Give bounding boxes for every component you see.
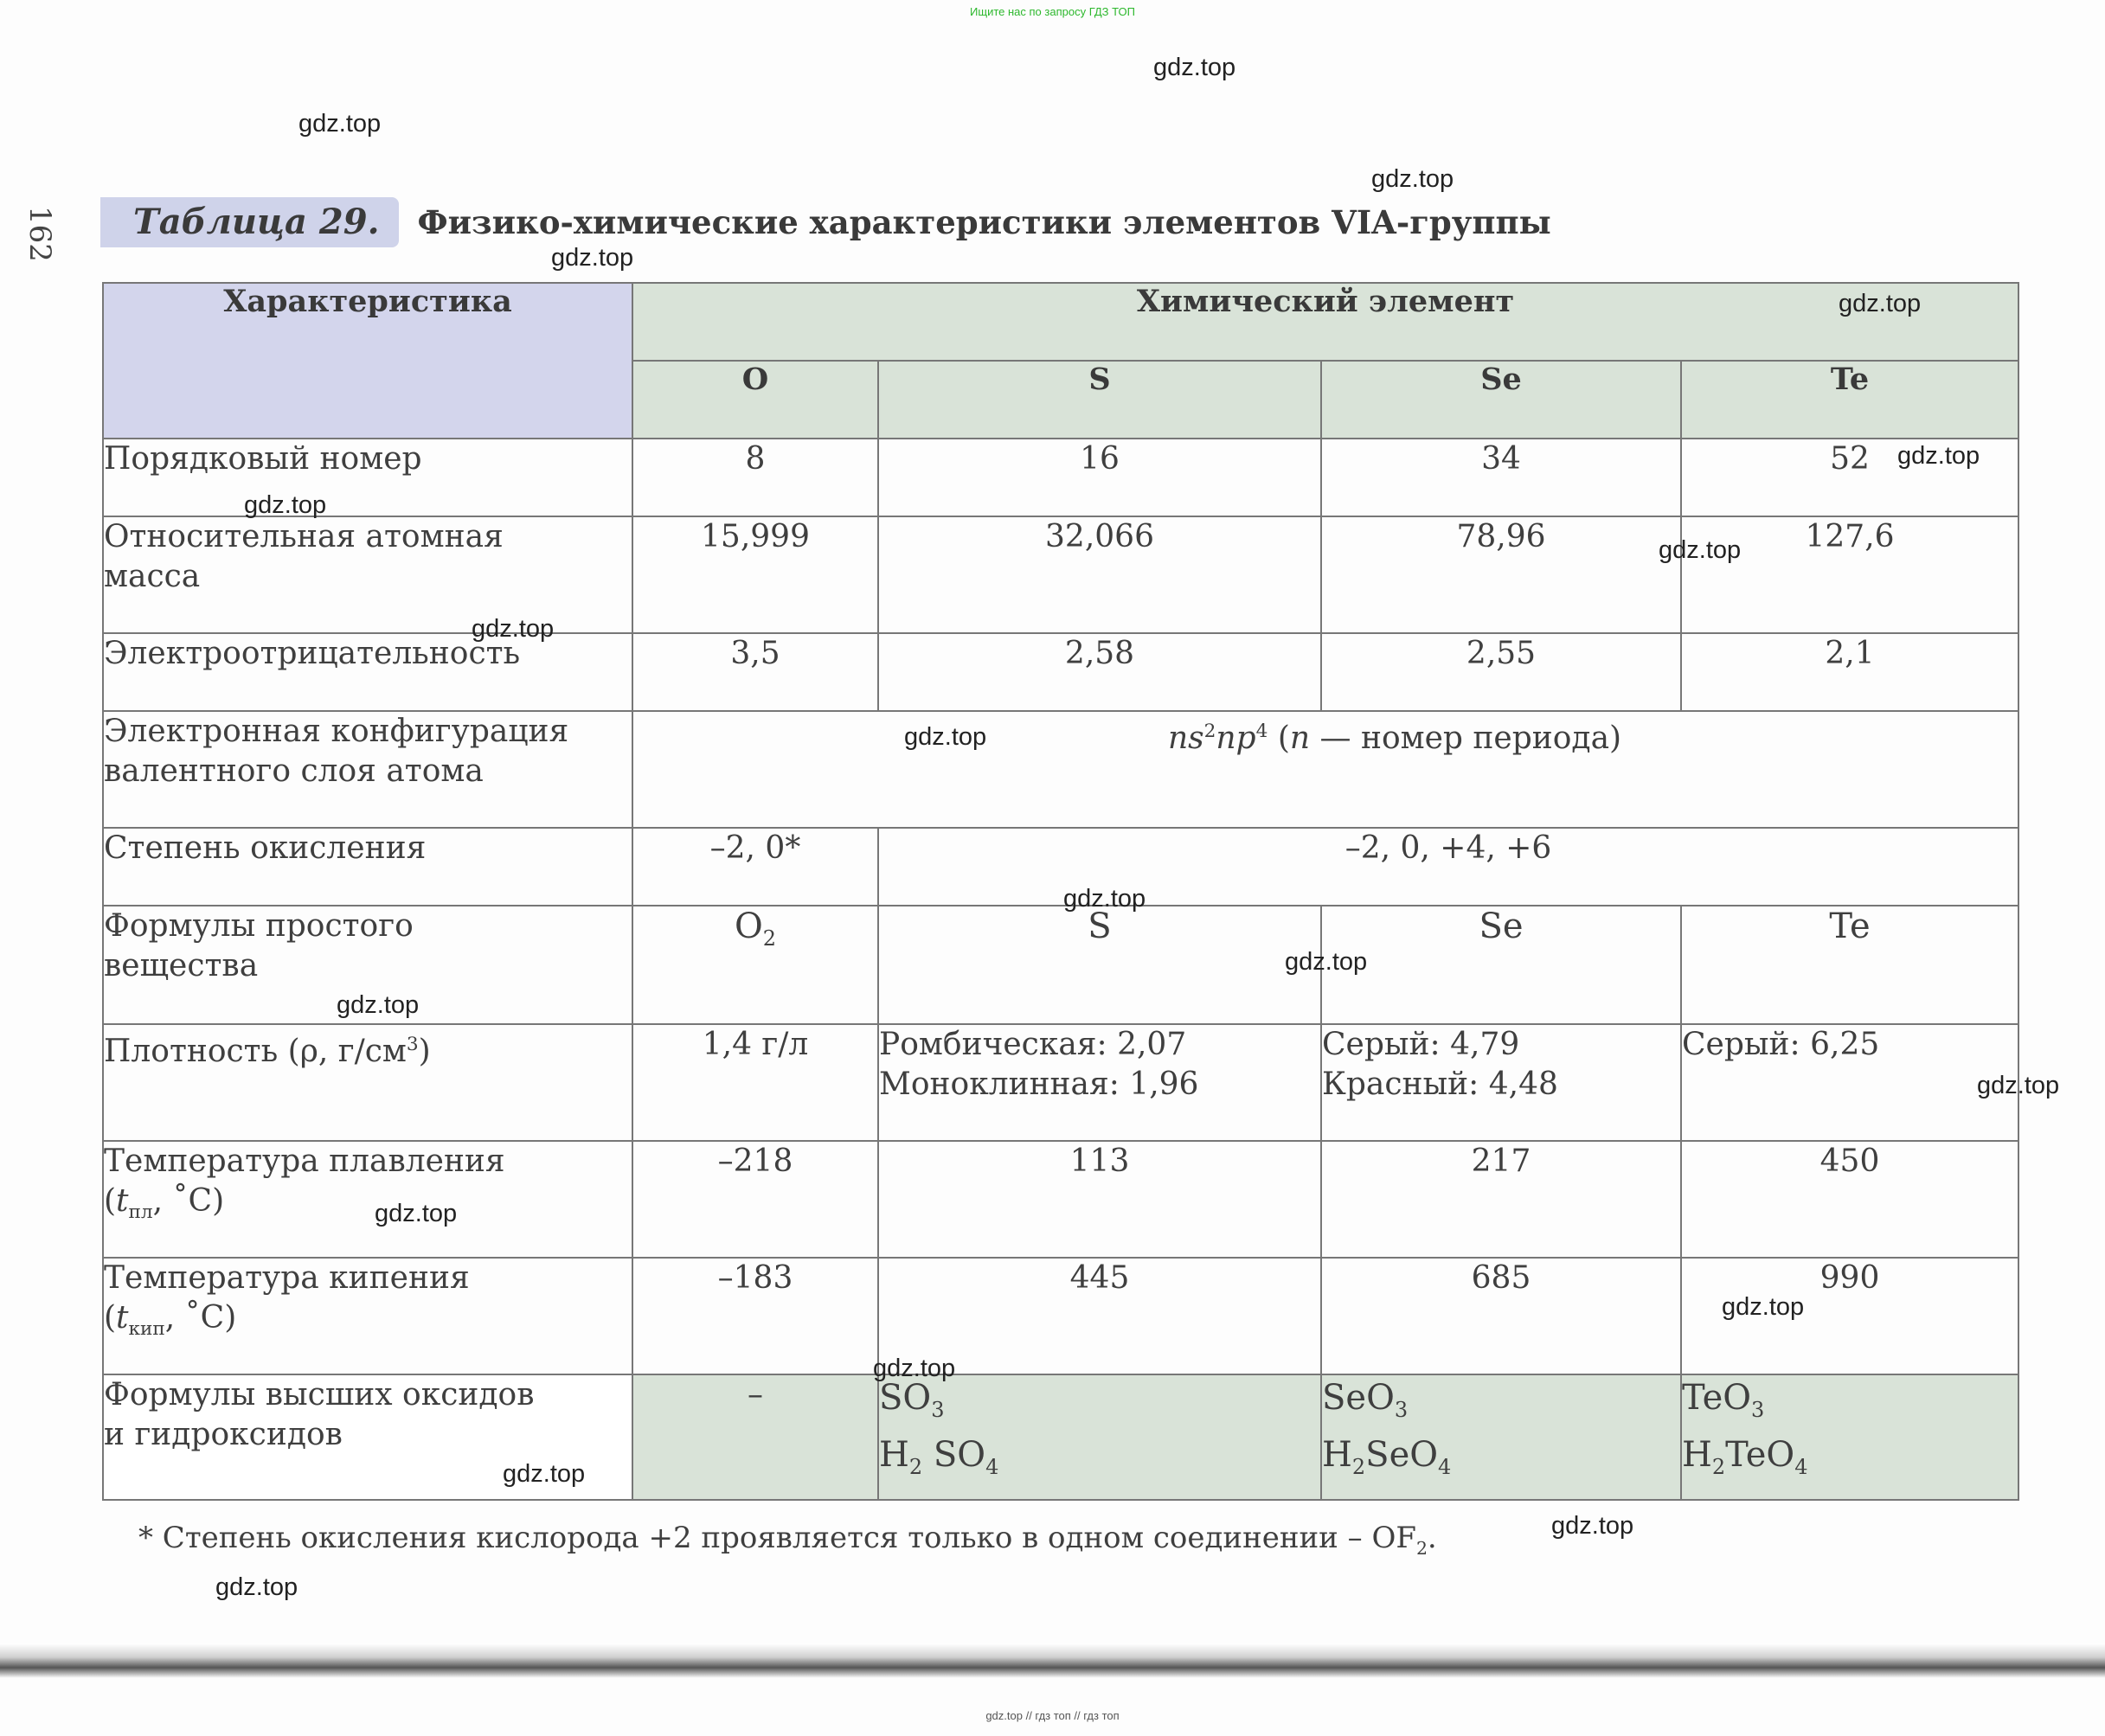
label-ordinal: Порядковый номер — [103, 439, 632, 516]
watermark: gdz.top — [873, 1355, 956, 1382]
label-config-line2: валентного слоя атома — [104, 753, 484, 789]
ordinal-se: 34 — [1321, 439, 1681, 516]
watermark: gdz.top — [1551, 1512, 1634, 1540]
watermark: gdz.top — [1371, 165, 1454, 193]
oxides-se-acid — [1322, 1432, 1680, 1489]
header-element-se: Se — [1321, 361, 1681, 439]
te-oxide-base: TeO — [1682, 1378, 1752, 1418]
row-density — [103, 1024, 2018, 1141]
watermark: gdz.top — [1977, 1072, 2060, 1099]
melting-te: 450 — [1681, 1141, 2018, 1258]
density-s-rhombic: Ромбическая: 2,07 — [879, 1027, 1187, 1062]
row-oxides — [103, 1374, 2018, 1500]
watermark: gdz.top — [1659, 536, 1742, 564]
ordinal-te: 52 — [1681, 439, 2018, 516]
formula-o — [632, 906, 878, 1024]
mass-o: 15,999 — [632, 516, 878, 633]
watermark: gdz.top — [215, 1573, 298, 1601]
label-configuration — [103, 711, 632, 828]
label-density — [103, 1024, 632, 1141]
label-config-line1: Электронная конфигурация — [104, 714, 569, 749]
label-mass-line2: масса — [104, 559, 201, 594]
table-number: Таблица 29. — [100, 197, 399, 247]
s-oxide-base: SO — [879, 1378, 932, 1418]
label-density-end: ) — [418, 1034, 431, 1069]
watermark: gdz.top — [503, 1460, 586, 1488]
mass-te: 127,6 — [1681, 516, 2018, 633]
electroneg-te: 2,1 — [1681, 633, 2018, 711]
se-oxide-sub: 3 — [1394, 1398, 1409, 1422]
label-density-sup: 3 — [406, 1034, 419, 1055]
se-acid-sub: 4 — [1438, 1455, 1452, 1479]
watermark: gdz.top — [1722, 1293, 1805, 1321]
oxides-s-acid — [879, 1432, 1320, 1489]
oxidation-others: –2, 0, +4, +6 — [878, 828, 2018, 906]
label-melting — [103, 1141, 632, 1258]
mass-s: 32,066 — [878, 516, 1321, 633]
s-acid-rest: SO — [922, 1435, 986, 1475]
bottom-banner[interactable]: gdz.top // гдз топ // гдз топ — [985, 1709, 1120, 1722]
density-se-gray: Серый: 4,79 — [1322, 1027, 1520, 1062]
table-title — [100, 197, 1551, 247]
density-s-monoclinic: Моноклинная: 1,96 — [879, 1067, 1199, 1102]
label-oxides-line2: и гидроксидов — [104, 1417, 343, 1452]
header-element-te: Te — [1681, 361, 2018, 439]
watermark: gdz.top — [337, 991, 420, 1019]
oxidation-o: –2, 0* — [632, 828, 878, 906]
watermark: gdz.top — [551, 244, 634, 272]
boiling-open: ( — [104, 1300, 117, 1336]
formula-o-base: O — [734, 906, 763, 946]
top-banner[interactable]: Ищите нас по запросу ГДЗ ТОП — [970, 5, 1135, 18]
boiling-unit: , ˚C) — [164, 1300, 237, 1336]
boiling-s: 445 — [878, 1258, 1321, 1374]
watermark: gdz.top — [1285, 948, 1368, 976]
row-ordinal — [103, 439, 2018, 516]
oxides-s-oxide — [879, 1375, 1320, 1432]
watermark: gdz.top — [1897, 442, 1980, 470]
config-np: np — [1216, 721, 1256, 756]
te-acid-h-sub: 2 — [1711, 1455, 1726, 1479]
label-melting-line1: Температура плавления — [104, 1143, 505, 1179]
s-acid-h-sub: 2 — [908, 1455, 923, 1479]
watermark: gdz.top — [1063, 885, 1146, 913]
config-rest: — номер периода) — [1319, 721, 1622, 756]
se-acid-h-sub: 2 — [1351, 1455, 1366, 1479]
mass-se: 78,96 — [1321, 516, 1681, 633]
s-acid-h: H — [879, 1435, 909, 1475]
melting-o: –218 — [632, 1141, 878, 1258]
label-mass-line1: Относительная атомная — [104, 519, 504, 554]
te-acid-rest: TeO — [1725, 1435, 1795, 1475]
oxides-se-oxide — [1322, 1375, 1680, 1432]
label-boiling-line1: Температура кипения — [104, 1260, 470, 1296]
melting-unit: , ˚C) — [152, 1183, 225, 1219]
te-oxide-sub: 3 — [1751, 1398, 1765, 1422]
row-configuration — [103, 711, 2018, 828]
watermark: gdz.top — [244, 491, 327, 519]
table-caption: Физико-химические характеристики элементов VIA-группы — [417, 203, 1551, 241]
electroneg-o: 3,5 — [632, 633, 878, 711]
formula-se: Se — [1321, 906, 1681, 1024]
te-acid-h: H — [1682, 1435, 1712, 1475]
te-acid-sub: 4 — [1794, 1455, 1808, 1479]
se-acid-rest: SeO — [1365, 1435, 1439, 1475]
label-formula-line1: Формулы простого — [104, 908, 414, 944]
watermark: gdz.top — [472, 615, 555, 643]
formula-o-sub: 2 — [762, 926, 777, 951]
footnote-text: * Степень окисления кислорода +2 проявляется только в одном соединении – OF — [138, 1521, 1416, 1555]
density-se — [1321, 1024, 1681, 1141]
melting-t-sub: пл — [128, 1201, 153, 1224]
se-acid-h: H — [1322, 1435, 1352, 1475]
configuration-value — [632, 711, 2018, 828]
oxides-te-oxide — [1682, 1375, 2018, 1432]
config-open: ( — [1277, 721, 1290, 756]
page-number: 162 — [22, 206, 57, 262]
density-s — [878, 1024, 1321, 1141]
header-characteristic: Характеристика — [103, 283, 632, 439]
label-boiling-line2 — [104, 1298, 632, 1349]
footnote-end: . — [1427, 1521, 1437, 1555]
boiling-o: –183 — [632, 1258, 878, 1374]
label-oxidation: Степень окисления — [103, 828, 632, 906]
header-chemical-element: Химический элемент — [632, 283, 2018, 361]
electroneg-se: 2,55 — [1321, 633, 1681, 711]
ordinal-s: 16 — [878, 439, 1321, 516]
melting-open: ( — [104, 1183, 117, 1219]
formula-s: S — [878, 906, 1321, 1024]
header-element-s: S — [878, 361, 1321, 439]
label-density-text: Плотность (ρ, г/см — [104, 1034, 407, 1069]
row-oxidation — [103, 828, 2018, 906]
boiling-se: 685 — [1321, 1258, 1681, 1374]
header-element-o: O — [632, 361, 878, 439]
oxides-o: – — [632, 1374, 878, 1500]
density-se-red: Красный: 4,48 — [1322, 1067, 1558, 1102]
melting-t: t — [116, 1183, 129, 1219]
label-electronegativity: Электроотрицательность — [103, 633, 632, 711]
label-oxides-line1: Формулы высших оксидов — [104, 1377, 535, 1413]
row-mass — [103, 516, 2018, 633]
config-sup2: 4 — [1255, 721, 1268, 742]
page-edge-shadow — [0, 1643, 2105, 1678]
electroneg-s: 2,58 — [878, 633, 1321, 711]
boiling-t: t — [116, 1300, 129, 1336]
s-acid-sub: 4 — [985, 1455, 999, 1479]
config-sup1: 2 — [1203, 721, 1216, 742]
se-oxide-base: SeO — [1322, 1378, 1395, 1418]
row-electronegativity — [103, 633, 2018, 711]
ordinal-o: 8 — [632, 439, 878, 516]
melting-se: 217 — [1321, 1141, 1681, 1258]
watermark: gdz.top — [1839, 290, 1922, 317]
oxides-s — [878, 1374, 1321, 1500]
oxides-te — [1681, 1374, 2018, 1500]
config-n: n — [1289, 721, 1311, 756]
melting-s: 113 — [878, 1141, 1321, 1258]
config-ns: ns — [1167, 721, 1204, 756]
oxides-se — [1321, 1374, 1681, 1500]
watermark: gdz.top — [904, 723, 987, 751]
oxides-te-acid — [1682, 1432, 2018, 1489]
density-o: 1,4 г/л — [632, 1024, 878, 1141]
boiling-te: 990 — [1681, 1258, 2018, 1374]
formula-te: Te — [1681, 906, 2018, 1024]
label-boiling — [103, 1258, 632, 1374]
watermark: gdz.top — [298, 110, 382, 138]
density-te: Серый: 6,25 — [1681, 1024, 2018, 1141]
watermark: gdz.top — [375, 1200, 458, 1227]
footnote — [138, 1521, 1437, 1559]
boiling-t-sub: кип — [128, 1318, 165, 1341]
watermark: gdz.top — [1153, 54, 1236, 81]
s-oxide-sub: 3 — [931, 1398, 945, 1422]
footnote-sub: 2 — [1415, 1537, 1428, 1559]
label-melting-line2 — [104, 1182, 632, 1233]
label-formula-line2: вещества — [104, 948, 259, 983]
